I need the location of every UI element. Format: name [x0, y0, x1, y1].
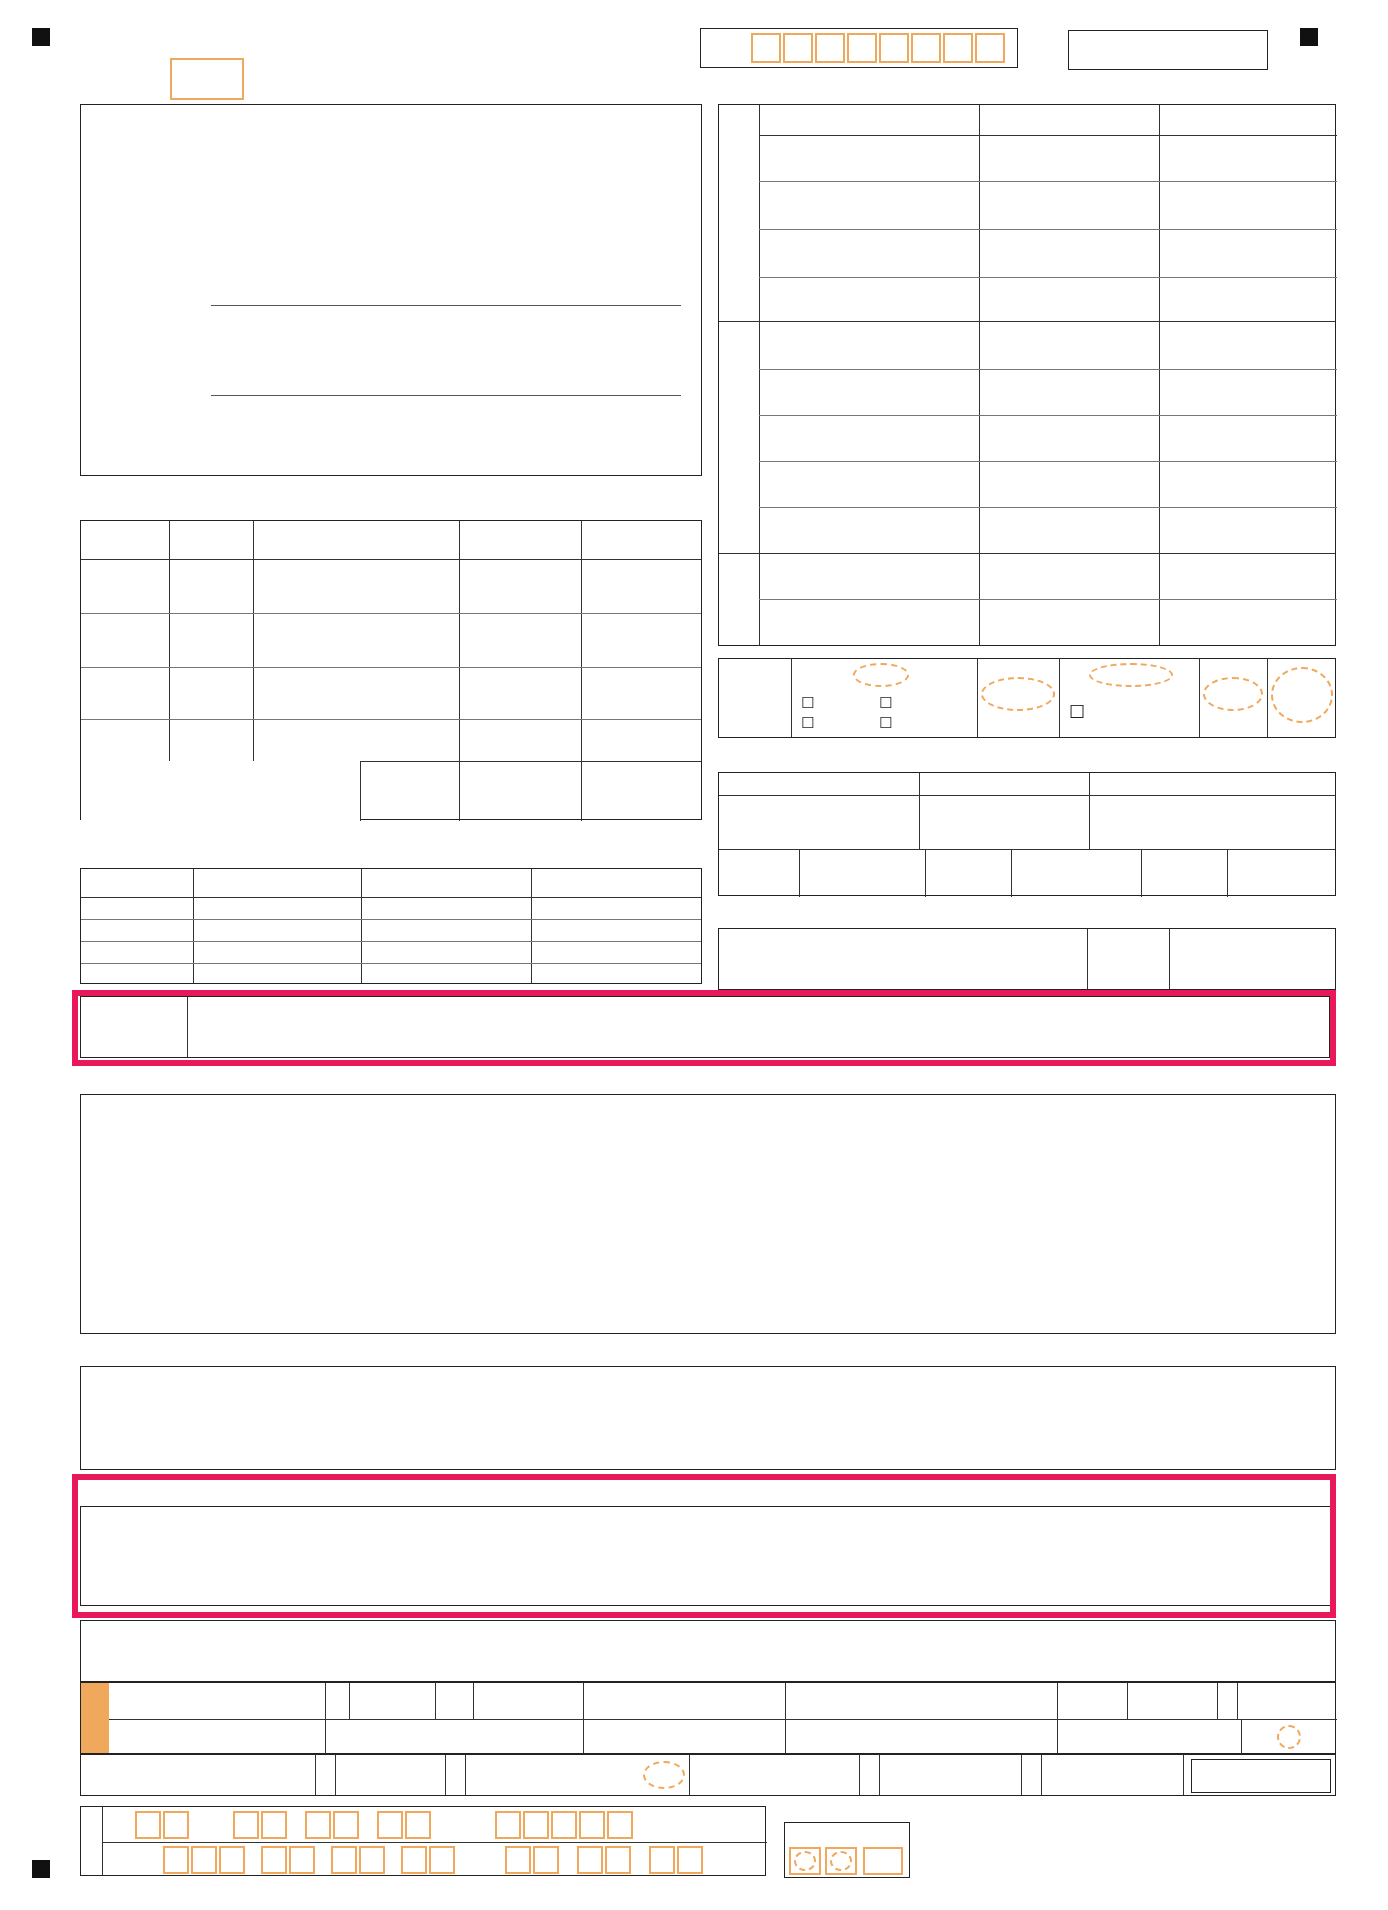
- corner-mark-tl: [32, 28, 50, 46]
- col-line: [581, 521, 582, 821]
- other-office-circle[interactable]: [1277, 1725, 1301, 1749]
- row-line: [81, 941, 701, 942]
- disabled-tag[interactable]: [1203, 677, 1263, 711]
- law-cell[interactable]: [191, 1846, 217, 1874]
- special-disabled-tag[interactable]: [1271, 667, 1333, 723]
- row-line: [759, 229, 1337, 230]
- transfer-table: [80, 868, 702, 984]
- col-line: [1183, 1755, 1184, 1795]
- col-line: [1011, 849, 1012, 897]
- col-line: [1041, 1755, 1042, 1795]
- seiri-cell[interactable]: [943, 33, 973, 63]
- row-line: [759, 461, 1337, 462]
- col-line: [335, 1755, 336, 1795]
- date-cell[interactable]: [305, 1811, 331, 1839]
- col-line: [1141, 849, 1142, 897]
- col-line: [253, 521, 254, 761]
- taxpayer-box: [80, 104, 702, 476]
- law-cell[interactable]: [261, 1846, 287, 1874]
- col-line: [325, 1719, 326, 1755]
- deadline-cell[interactable]: [577, 1846, 603, 1874]
- casualty-table: [718, 772, 1336, 896]
- col-line: [459, 521, 460, 821]
- tax-accountant-box: [784, 1822, 910, 1878]
- col-line: [1021, 1755, 1022, 1795]
- col-line: [325, 1683, 326, 1719]
- separate-table: [80, 1754, 1336, 1796]
- col-line: [315, 1755, 316, 1795]
- kubun-cell[interactable]: [163, 1811, 189, 1839]
- row-line: [109, 1719, 1337, 1720]
- form-code-box: [1068, 30, 1268, 70]
- employee-table: [80, 1366, 1336, 1470]
- family-table: [80, 1094, 1336, 1334]
- art30-circle[interactable]: [794, 1851, 816, 1871]
- col-line: [799, 849, 800, 897]
- col-line: [531, 869, 532, 983]
- personal-box: [718, 658, 1336, 738]
- side-note: [1342, 450, 1368, 1890]
- col-line: [1217, 1683, 1218, 1719]
- law-cell[interactable]: [289, 1846, 315, 1874]
- insurance-table: [718, 104, 1336, 646]
- single-parent-tag[interactable]: [981, 677, 1055, 711]
- year-value: [172, 60, 180, 98]
- date-cell[interactable]: [261, 1811, 287, 1839]
- col-line: [473, 1683, 474, 1719]
- seiri-cell[interactable]: [911, 33, 941, 63]
- row-line: [719, 795, 1335, 796]
- resident-highlight: [72, 1474, 1336, 1618]
- col-line: [193, 869, 194, 983]
- col-line: [1199, 659, 1200, 737]
- corner-mark-bl: [32, 1860, 50, 1878]
- col-line: [1089, 773, 1090, 849]
- col-line: [169, 521, 170, 761]
- col-line: [1159, 105, 1160, 645]
- law-cell[interactable]: [401, 1846, 427, 1874]
- name-underline: [211, 395, 681, 396]
- col-line: [1127, 1683, 1128, 1719]
- col-line: [689, 1755, 690, 1795]
- law-cell[interactable]: [429, 1846, 455, 1874]
- col-line: [1057, 1683, 1058, 1753]
- date-cell[interactable]: [333, 1811, 359, 1839]
- col-line: [349, 1683, 350, 1719]
- row-line: [759, 507, 1337, 508]
- law-cell[interactable]: [331, 1846, 357, 1874]
- check-school[interactable]: ☐: [1069, 702, 1086, 723]
- row-line: [759, 135, 1337, 136]
- col-line: [465, 1755, 466, 1795]
- col-line: [1267, 659, 1268, 737]
- col-line: [1237, 1683, 1238, 1719]
- art33-circle[interactable]: [830, 1851, 852, 1871]
- serial-box: [1191, 1759, 1331, 1793]
- date-cell[interactable]: [405, 1811, 431, 1839]
- retire-table: [80, 1620, 1336, 1682]
- law-cell[interactable]: [219, 1846, 245, 1874]
- kubun-cell[interactable]: [135, 1811, 161, 1839]
- col-line: [1059, 659, 1060, 737]
- law-cell[interactable]: [163, 1846, 189, 1874]
- check-divorce[interactable]: ☐: [801, 714, 815, 732]
- row-line: [81, 919, 701, 920]
- col-line: [759, 105, 760, 645]
- row-line: [81, 559, 701, 560]
- col-line: [1227, 849, 1228, 897]
- biz-side: [81, 1683, 109, 1753]
- col-line: [785, 1683, 786, 1753]
- deadline-cell[interactable]: [677, 1846, 703, 1874]
- deadline-cell[interactable]: [505, 1846, 531, 1874]
- col-line: [977, 659, 978, 737]
- row-line: [759, 369, 1337, 370]
- col-line: [979, 105, 980, 645]
- seiri-cell[interactable]: [879, 33, 909, 63]
- kind-cell[interactable]: [495, 1811, 521, 1839]
- seiri-cell[interactable]: [847, 33, 877, 63]
- total-left-line: [81, 761, 361, 821]
- check-unknown[interactable]: ☐: [879, 694, 893, 712]
- row-line: [719, 553, 1335, 554]
- tokurei-highlight: [72, 990, 1336, 1066]
- income-breakdown-table: [80, 520, 702, 820]
- col-line: [445, 1755, 446, 1795]
- row-line: [81, 897, 701, 898]
- row-line: [759, 599, 1337, 600]
- seiri-side: [81, 1807, 103, 1875]
- row-line: [759, 277, 1337, 278]
- kokugai-circle[interactable]: [643, 1761, 685, 1789]
- col-line: [1087, 929, 1088, 989]
- col-line: [1241, 1719, 1242, 1755]
- row-line: [719, 849, 1335, 850]
- footer-seiri: [80, 1806, 766, 1876]
- deadline-cell[interactable]: [533, 1846, 559, 1874]
- check-unreturned[interactable]: ☐: [879, 714, 893, 732]
- row-line: [81, 719, 701, 720]
- row-line: [759, 181, 1337, 182]
- col-line: [919, 773, 920, 849]
- kind-cell[interactable]: [523, 1811, 549, 1839]
- seiri-cells: [751, 33, 1007, 67]
- col-line: [1169, 929, 1170, 989]
- law-cell[interactable]: [359, 1846, 385, 1874]
- seiri-cell[interactable]: [751, 33, 781, 63]
- row-line: [103, 1842, 767, 1843]
- col-line: [435, 1683, 436, 1719]
- tax-acct-cell[interactable]: [863, 1847, 903, 1875]
- col-line: [361, 869, 362, 983]
- col-line: [859, 1755, 860, 1795]
- deadline-cell[interactable]: [605, 1846, 631, 1874]
- student-tag[interactable]: [1089, 663, 1173, 687]
- check-death[interactable]: ☐: [801, 694, 815, 712]
- row-line: [759, 415, 1337, 416]
- year-box: [170, 58, 244, 100]
- widow-tag[interactable]: [853, 663, 909, 687]
- deadline-cell[interactable]: [649, 1846, 675, 1874]
- row-line: [719, 321, 1335, 322]
- date-cell[interactable]: [377, 1811, 403, 1839]
- row-line: [81, 963, 701, 964]
- donation-table: [718, 928, 1336, 990]
- business-tax-table: [80, 1682, 1336, 1754]
- kind-cell[interactable]: [607, 1811, 633, 1839]
- kind-cell[interactable]: [551, 1811, 577, 1839]
- address-underline: [211, 305, 681, 306]
- seiri-cell[interactable]: [975, 33, 1005, 63]
- corner-mark-tr: [1300, 28, 1318, 46]
- seiri-number-box: [700, 28, 1018, 68]
- kind-cell[interactable]: [579, 1811, 605, 1839]
- col-line: [583, 1683, 584, 1753]
- row-line: [81, 667, 701, 668]
- col-line: [879, 1755, 880, 1795]
- col-line: [791, 659, 792, 737]
- date-cell[interactable]: [233, 1811, 259, 1839]
- row-line: [81, 613, 701, 614]
- seiri-cell[interactable]: [783, 33, 813, 63]
- seiri-cell[interactable]: [815, 33, 845, 63]
- col-line: [925, 849, 926, 897]
